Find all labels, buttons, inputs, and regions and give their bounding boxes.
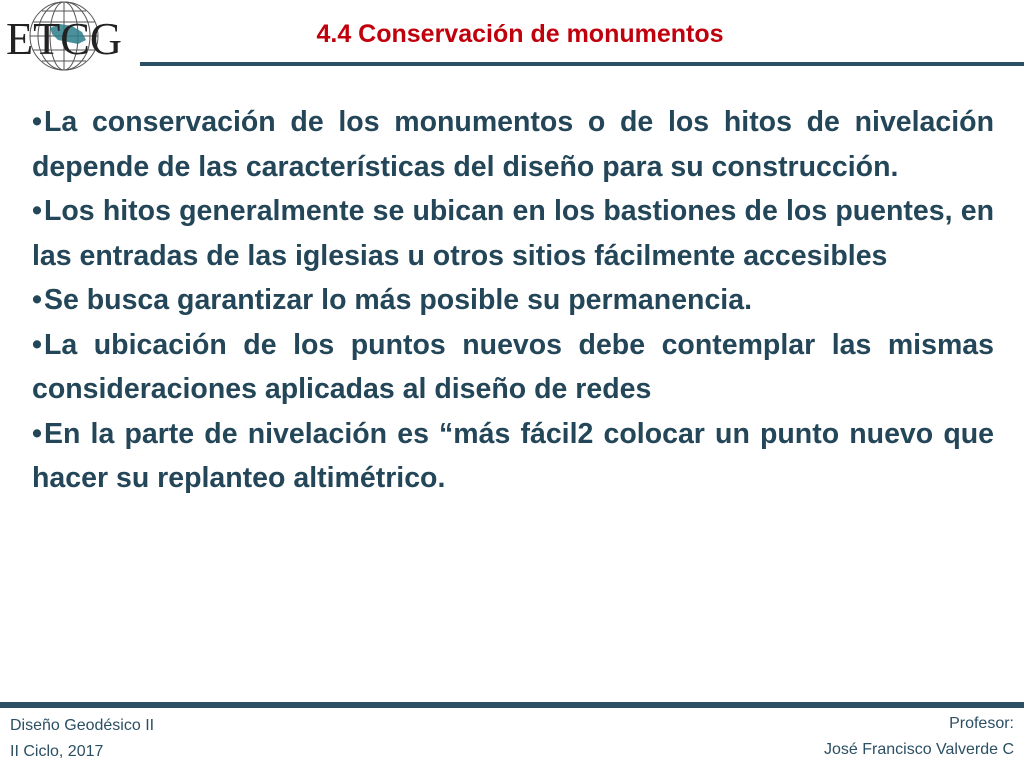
bullet-dot: •	[32, 328, 42, 361]
bullet-text: Los hitos generalmente se ubican en los bastiones de los puentes, en las entradas de las iglesias u otros sitios fácilmente accesibles	[32, 195, 994, 272]
title-divider	[140, 62, 1024, 66]
bullet-text: La conservación de los monumentos o de los hitos de nivelación depende de las características del diseño para su construcción.	[32, 106, 994, 183]
course-term: II Ciclo, 2017	[10, 743, 104, 760]
bullet-text: La ubicación de los puntos nuevos debe contemplar las mismas consideraciones aplicadas al diseño de redes	[32, 328, 994, 405]
bullet-text: Se busca garantizar lo más posible su permanencia.	[43, 284, 752, 316]
bullet-dot: •	[32, 417, 42, 450]
bullet-item	[32, 323, 994, 412]
footer-divider	[0, 702, 1024, 708]
professor-label: Profesor:	[949, 715, 1014, 732]
bullet-item	[32, 100, 994, 189]
logo-text: ETCG	[6, 13, 122, 64]
bullet-list	[32, 100, 994, 501]
bullet-dot: •	[32, 195, 42, 227]
bullet-item	[32, 412, 994, 501]
bullet-text: En la parte de nivelación es “más fácil2 colocar un punto nuevo que hacer su replanteo altimétrico.	[32, 417, 994, 494]
slide-title: 4.4 Conservación de monumentos	[316, 20, 724, 48]
bullet-dot: •	[32, 106, 42, 138]
footer-professor-info	[824, 711, 1014, 763]
professor-name: José Francisco Valverde C	[824, 741, 1014, 758]
bullet-item	[32, 278, 994, 323]
footer-course-info	[10, 713, 154, 765]
bullet-item	[32, 189, 994, 278]
course-name: Diseño Geodésico II	[10, 717, 155, 734]
bullet-dot: •	[32, 284, 42, 316]
